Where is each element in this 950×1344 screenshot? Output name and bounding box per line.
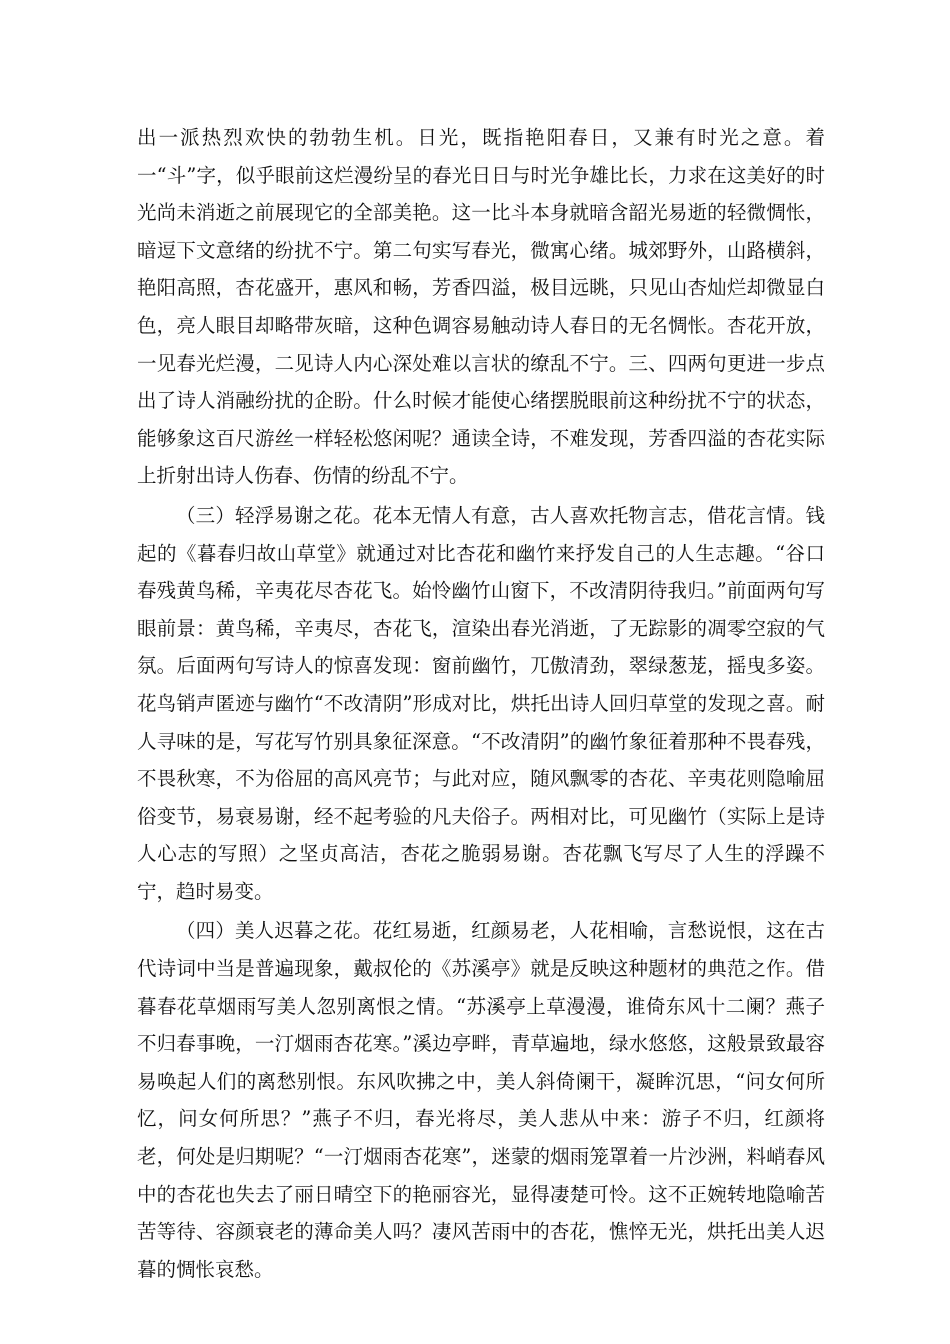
paragraph-section-four: （四）美人迟暮之花。花红易逝，红颜易老，人花相喻，言愁说恨，这在古代诗词中当是普遍现象，戴叔伦的《苏溪亭》就是反映这种题材的典范之作。借暮春花草烟雨写美人忽别离恨之情。“苏溪亭上草漫漫，谁倚东风十二阑？燕子不归春事晚，一汀烟雨杏花寒。”溪边亭畔，青草遍地，绿水悠悠，这般景致最容易唤起人们的离愁别恨。东风吹拂之中，美人斜倚阑干，凝眸沉思，“问女何所忆，问女何所思？”燕子不归，春光将尽，美人悲从中来：游子不归，红颜将老，何处是归期呢？“一汀烟雨杏花寒”，迷蒙的烟雨笼罩着一片沙洲，料峭春风中的杏花也失去了丽日晴空下的艳丽容光，显得凄楚可怜。这不正婉转地隐喻苦苦等待、容颜衰老的薄命美人吗？凄风苦雨中的杏花，憔悴无光，烘托出美人迟暮的惆怅哀愁。 [137,919,825,1281]
paragraph-continuation: 出一派热烈欢快的勃勃生机。日光，既指艳阳春日，又兼有时光之意。着一“斗”字，似乎眼前这烂漫纷呈的春光日日与时光争雄比长，力求在这美好的时光尚未消逝之前展现它的全部美艳。这一比斗本身就暗含韶光易逝的轻微惆怅，暗逗下文意绪的纷扰不宁。第二句实写春光，微寓心绪。城郊野外，山路横斜，艳阳高照，杏花盛开，惠风和畅，芳香四溢，极目远眺，只见山杏灿烂却微显白色，亮人眼目却略带灰暗，这种色调容易触动诗人春日的无名惆怅。杏花开放，一见春光烂漫，二见诗人内心深处难以言状的缭乱不宁。三、四两句更进一步点出了诗人消融纷扰的企盼。什么时候才能使心绪摆脱眼前这种纷扰不宁的状态，能够象这百尺游丝一样轻松悠闲呢？通读全诗，不难发现，芳香四溢的杏花实际上折射出诗人伤春、伤情的纷乱不宁。 [137,126,825,488]
paragraph-section-three: （三）轻浮易谢之花。花本无情人有意，古人喜欢托物言志，借花言情。钱起的《暮春归故山草堂》就通过对比杏花和幽竹来抒发自己的人生志趣。“谷口春残黄鸟稀，辛夷花尽杏花飞。始怜幽竹山窗下，不改清阴待我归。”前面两句写眼前景：黄鸟稀，辛夷尽，杏花飞，渲染出春光消逝，了无踪影的凋零空寂的气氛。后面两句写诗人的惊喜发现：窗前幽竹，兀傲清劲，翠绿葱茏，摇曳多姿。花鸟销声匿迹与幽竹“不改清阴”形成对比，烘托出诗人回归草堂的发现之喜。耐人寻味的是，写花写竹别具象征深意。“不改清阴”的幽竹象征着那种不畏春残，不畏秋寒，不为俗屈的高风亮节；与此对应，随风飘零的杏花、辛夷花则隐喻屈俗变节，易衰易谢，经不起考验的凡夫俗子。两相对比，可见幽竹（实际上是诗人心志的写照）之坚贞高洁，杏花之脆弱易谢。杏花飘飞写尽了人生的浮躁不宁，趋时易变。 [137,503,825,903]
body-text [137,119,825,1288]
